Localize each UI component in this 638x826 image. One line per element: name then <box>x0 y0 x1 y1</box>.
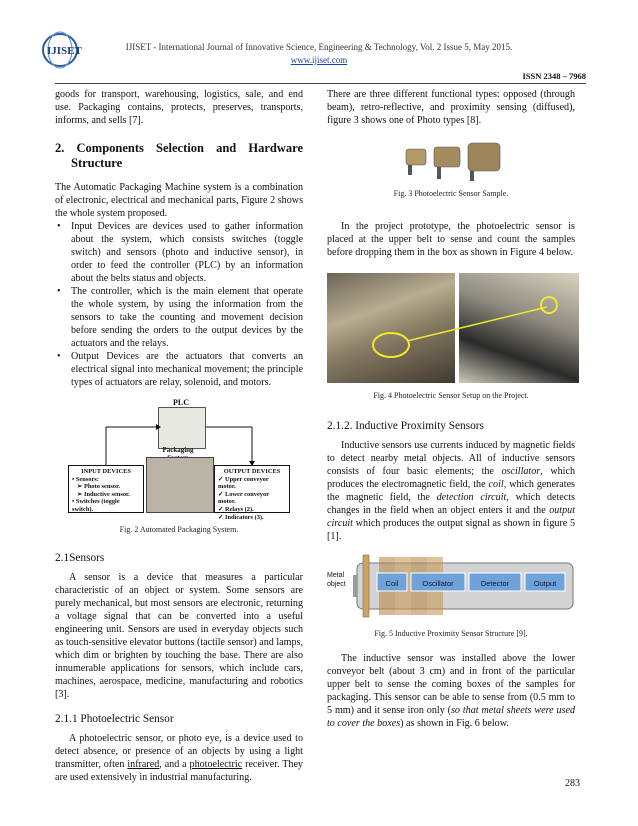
sensor-body-small <box>406 149 426 165</box>
left-column <box>55 88 303 784</box>
plc-label: PLC <box>173 398 189 407</box>
emphasis-metal-sheets: so that metal sheets were used to cover the boxes <box>327 705 575 729</box>
sensor-cable <box>408 165 412 175</box>
journal-header-title: IJISET - International Journal of Innovative Science, Engineering & Technology, Vol. 2 Issue 5, May 2015. <box>125 42 513 52</box>
journal-url-link[interactable]: www.ijiset.com <box>290 55 348 65</box>
output-item: ✓ Upper conveyor motor. <box>218 475 269 491</box>
sensor-body-large <box>468 143 500 171</box>
packaging-label: Packaging <box>162 446 194 454</box>
paragraph-intro: goods for transport, warehousing, logistics, sale, and end use. Packaging contains, protects, preserves, transports, informs, and sells [7]. <box>55 89 303 126</box>
infrared-link[interactable]: infrared <box>127 759 160 770</box>
block-detector: Detector <box>480 579 510 588</box>
text-run: , which generates the magnetic field, the <box>327 479 575 503</box>
section-heading: 2. Components Selection and Hardware Structure <box>55 141 303 170</box>
input-item: ➢ Photo sensor. <box>77 483 120 491</box>
input-devices-title: INPUT DEVICES <box>81 468 131 475</box>
input-item: • Sensors: <box>72 475 99 483</box>
sensor-body-medium <box>434 147 460 167</box>
paragraph-types: There are three different functional types: opposed (through beam), retro-reflective, and proximity sensing (diffused), figure 3 shows one of Photo types [8]. <box>327 89 575 126</box>
text-run: , and a <box>159 759 190 770</box>
term-output-circuit: output circuit <box>327 505 575 529</box>
output-devices-title: OUTPUT DEVICES <box>223 468 281 475</box>
term-coil: coil <box>488 479 504 490</box>
block-output: Output <box>533 579 557 588</box>
output-item: ✓ Lower conveyor motor. <box>218 490 269 506</box>
figure-2-caption: Fig. 2 Automated Packaging System. <box>119 525 239 534</box>
figure-3-caption: Fig. 3 Photoelectric Sensor Sample. <box>393 189 509 198</box>
output-devices-box <box>214 465 290 521</box>
bullet-controller: • The controller, which is the main element that operate the whole system, by using the information from the sensors to take the counting and movement decision before sending the orders to the output devices by the actuators and the relays. <box>55 285 303 350</box>
paragraph-system: The Automatic Packaging Machine system is a combination of electronic, electrical and mechanical parts, Figure 2 shows the whole system proposed. <box>55 182 303 219</box>
text-run: receiver. They are used extensively in industrial manufacturing. <box>55 759 303 783</box>
text-run: The inductive sensor was installed above the lower conveyor belt (about 3 cm) and in front of the particular upper belt to sense the coming boxes of the samples for packaging. This sensor can be able to sense from (0.5 mm to 5 mm) and it sense iron only ( <box>327 653 575 716</box>
paragraph-sensors: A sensor is a device that measures a particular characteristic of an object or system. Some sensors are purely mechanical, but most sensors are electronic, returning a voltage signal that can be converted into a useful engineering unit. Sensors are used in everyday objects such as touch-sensitive elevator buttons (tactile sensor) and lamps, which dim or brighten by touching the base. There are also innumerable applications for sensors, which include cars, machines, aerospace, medicine, manufacturing and robotics [3]. <box>55 572 303 700</box>
term-detection-circuit: detection circuit <box>436 492 507 503</box>
bullet-input-devices: • Input Devices are devices used to gather information about the system, which consists switches (toggle switch) and sensors (photo and inductive sensor), in order to feed the controller (PLC) by an information about the belts status and objects. <box>55 220 303 285</box>
input-item: • Switches (toggle switch). <box>72 498 120 513</box>
input-item: ➢ Inductive sensor. <box>77 490 130 498</box>
text-run: Inductive sensors use currents induced by magnetic fields to detect nearby metal objects. All of inductive sensors consists of four basic elements; the <box>327 440 575 477</box>
output-item: ✓ Indicators (3). <box>218 513 264 521</box>
logo-text: IJISET <box>47 45 82 57</box>
term-oscillator: oscillator <box>501 466 541 477</box>
input-devices-box <box>68 465 144 513</box>
text-run: , which detects changes in the field when an object enters it and the <box>327 492 575 516</box>
block-oscillator: Oscillator <box>422 579 454 588</box>
sensors-heading: 2.1Sensors <box>55 552 105 564</box>
bullet-output-devices: • Output Devices are the actuators that converts an electrical signal into mechanical movement; the principle types of actuators are relay, solenoid, and motors. <box>55 350 303 389</box>
figure-2-system-diagram <box>68 398 290 521</box>
figure-5-inductive-structure <box>327 553 579 619</box>
text-run: which produces the output signal as shown in figure 5 [1]. <box>327 518 575 542</box>
photoelectric-link[interactable]: photoelectric <box>189 759 243 770</box>
inductive-heading: 2.1.2. Inductive Proximity Sensors <box>327 420 484 432</box>
metal-object-label: Metal object <box>327 572 346 588</box>
figure-4-caption: Fig. 4 Photoelectric Sensor Setup on the Project. <box>373 391 529 400</box>
bullet-list <box>55 220 303 389</box>
paragraph-installed <box>327 652 575 730</box>
right-column <box>327 88 575 730</box>
figure-4-highlight <box>327 273 579 383</box>
sensor-cable <box>470 171 474 181</box>
text-run: ) as shown in Fig. 6 below. <box>400 718 509 729</box>
block-coil: Coil <box>385 579 399 588</box>
paragraph-inductive <box>327 439 575 543</box>
sensor-cable <box>437 167 441 179</box>
header-rule <box>55 83 586 84</box>
paragraph-prototype: In the project prototype, the photoelectric sensor is placed at the upper belt to sense and count the samples before dropping them in the box as shown in Figure 4 below. <box>327 221 575 258</box>
output-item: ✓ Relays (2). <box>218 505 254 513</box>
figure-5-caption: Fig. 5 Inductive Proximity Sensor Structure [9]. <box>374 629 528 638</box>
text-run: , which produces the electromagnetic field, the <box>327 466 575 490</box>
text-run: A photoelectric sensor, or photo eye, is a device used to detect absence, or presence of an objects by using a light transmitter, often <box>55 733 303 770</box>
figure-3-sensor-photo <box>396 139 506 183</box>
page-number: 283 <box>565 778 580 789</box>
photoelectric-heading: 2.1.1 Photoelectric Sensor <box>55 713 174 725</box>
issn-label: ISSN 2348 – 7968 <box>522 71 586 81</box>
paragraph-photoelectric <box>55 732 303 784</box>
figure-4-setup-photos <box>327 273 579 383</box>
